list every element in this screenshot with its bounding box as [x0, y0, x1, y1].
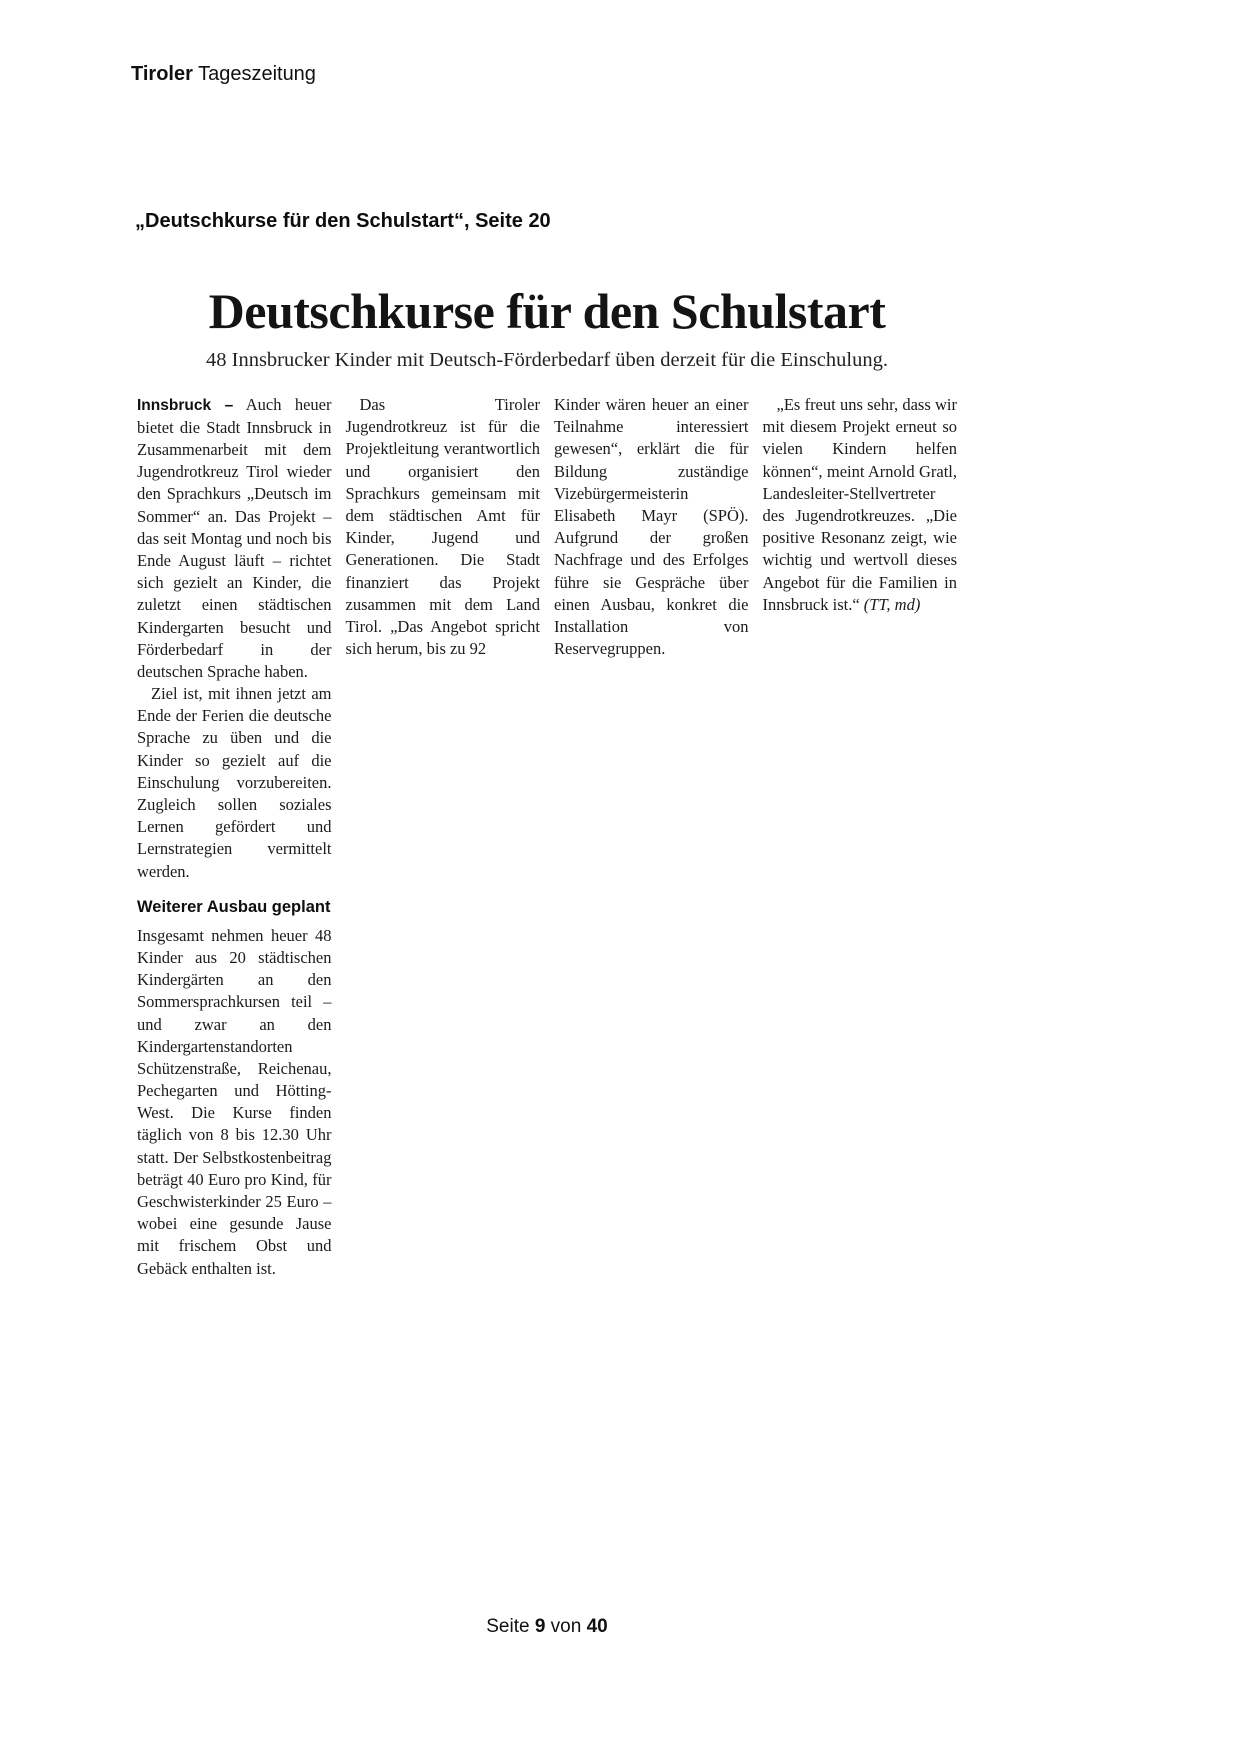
- article-credit: (TT, md): [863, 594, 921, 614]
- current-page-number: 9: [534, 1616, 546, 1637]
- paragraph: [763, 394, 958, 616]
- article: [137, 283, 957, 1280]
- toc-entry: „Deutschkurse für den Schulstart“, Seite 20: [135, 210, 551, 232]
- masthead-brand-regular: Tageszeitung: [192, 63, 316, 85]
- article-column-1: [137, 394, 332, 1280]
- paragraph: [137, 394, 332, 683]
- page-indicator-label: Seite: [486, 1616, 535, 1637]
- article-column-4: [763, 394, 958, 1280]
- paragraph-text: „Es freut uns sehr, dass wir mit diesem Projekt erneut so vielen Kindern helfen können“, meint Arnold Gratl, Landesleiter-Stellvertreter des Jugendrotkreuzes. „Die positive Resonanz zeigt, wie wichtig und wertvoll dieses Angebot für die Familien in Innsbruck ist.“: [762, 395, 957, 614]
- article-column-2: [346, 394, 541, 1280]
- paragraph: Insgesamt nehmen heuer 48 Kinder aus 20 städtischen Kindergärten an den Sommersprachkursen teil – und zwar an den Kindergartenstandorten Schützenstraße, Reichenau, Pechegarten und Hötting-West. Die Kurse finden täglich von 8 bis 12.30 Uhr statt. Der Selbstkostenbeitrag beträgt 40 Euro pro Kind, für Geschwisterkinder 25 Euro – wobei eine gesunde Jause mit frischem Obst und Gebäck enthalten ist.: [137, 925, 332, 1278]
- article-headline: Deutschkurse für den Schulstart: [208, 283, 886, 339]
- masthead-brand-bold: Tiroler: [131, 63, 193, 85]
- paragraph: Ziel ist, mit ihnen jetzt am Ende der Ferien die deutsche Sprache zu üben und die Kinder so gezielt auf die Einschulung vorzubereiten. Zugleich sollen soziales Lernen gefördert und Lernstrategien vermittelt werden.: [137, 684, 332, 881]
- total-page-number: 40: [586, 1616, 608, 1637]
- crosshead: Weiterer Ausbau geplant: [137, 897, 331, 916]
- paragraph: Kinder wären heuer an einer Teilnahme interessiert gewesen“, erklärt die für Bildung zuständige Vizebürgermeisterin Elisabeth Mayr (SPÖ). Aufgrund der großen Nachfrage und des Erfolges führe sie Gespräche über einen Ausbau, konkret die Installation von Reservegruppen.: [554, 395, 749, 659]
- location-lead-in: Innsbruck –: [137, 397, 234, 414]
- article-subheadline: 48 Innsbrucker Kinder mit Deutsch-Förderbedarf üben derzeit für die Einschulung.: [206, 349, 888, 371]
- article-columns: [137, 394, 957, 1280]
- page-indicator: [137, 1616, 957, 1638]
- article-column-3: [554, 394, 749, 1280]
- page-indicator-of: von: [545, 1616, 587, 1637]
- paragraph: Das Tiroler Jugendrotkreuz ist für die Projektleitung verantwortlich und organisiert den Sprachkurs gemeinsam mit dem städtischen Amt für Kinder, Jugend und Generationen. Die Stadt finanziert das Projekt zusammen mit dem Land Tirol. „Das Angebot spricht sich herum, bis zu 92: [345, 395, 540, 659]
- masthead: [131, 63, 316, 86]
- paragraph-text: Auch heuer bietet die Stadt Innsbruck in Zusammenarbeit mit dem Jugendrotkreuz Tirol wieder den Sprachkurs „Deutsch im Sommer“ an. Das Projekt – das seit Montag und noch bis Ende August läuft – richtet sich gezielt an Kinder, die zuletzt einen städtischen Kindergarten besucht und Förderbedarf in der deutschen Sprache haben.: [137, 395, 332, 681]
